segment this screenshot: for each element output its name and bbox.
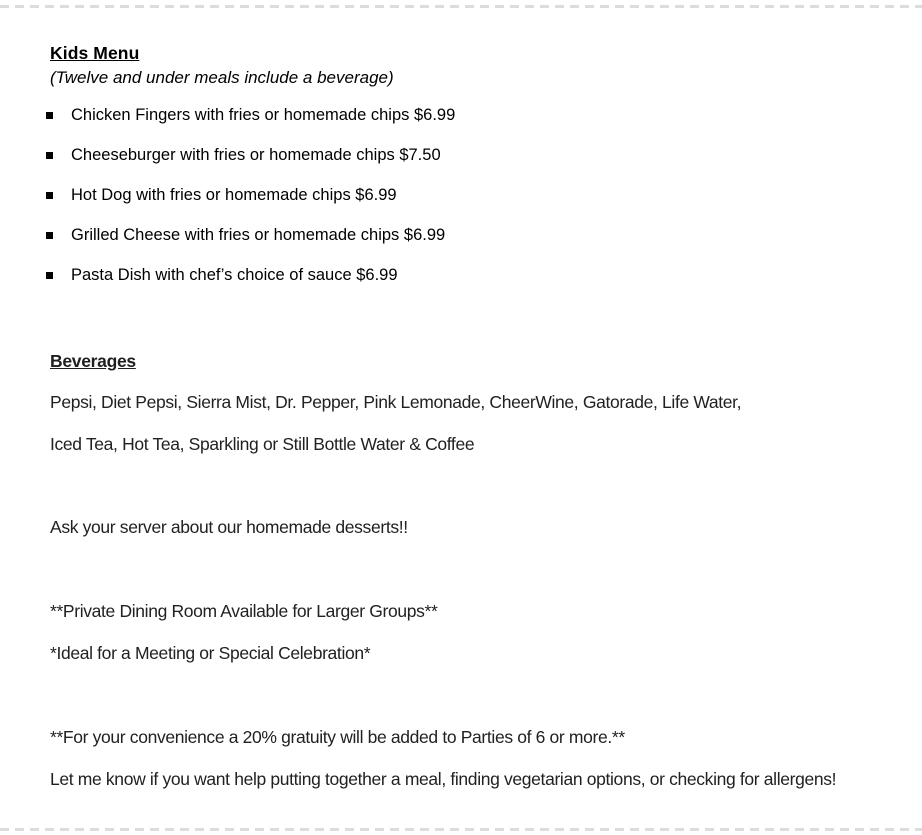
menu-item-label: Chicken Fingers with fries or homemade chips $6.99	[71, 106, 456, 124]
bullet-square-icon	[46, 152, 53, 159]
bullet-square-icon	[46, 192, 53, 199]
top-dashed-divider	[0, 5, 922, 8]
menu-item-label: Hot Dog with fries or homemade chips $6.99	[71, 186, 397, 204]
list-item	[46, 186, 397, 205]
bullet-square-icon	[46, 272, 53, 279]
menu-item-label: Pasta Dish with chef’s choice of sauce $6.99	[71, 266, 398, 284]
gratuity-note: **For your convenience a 20% gratuity will be added to Parties of 6 or more.**	[50, 727, 625, 747]
desserts-note: Ask your server about our homemade desserts!!	[50, 517, 408, 537]
assistant-offer-note: Let me know if you want help putting together a meal, finding vegetarian options, or checking for allergens!	[50, 769, 837, 789]
private-dining-note: **Private Dining Room Available for Larger Groups**	[50, 601, 438, 621]
beverages-list-line-2: Iced Tea, Hot Tea, Sparkling or Still Bottle Water & Coffee	[50, 434, 475, 454]
ideal-celebration-note: *Ideal for a Meeting or Special Celebration*	[50, 643, 371, 663]
bullet-square-icon	[46, 112, 53, 119]
kids-menu-subtitle: (Twelve and under meals include a beverage)	[50, 68, 394, 87]
beverages-list-line-1: Pepsi, Diet Pepsi, Sierra Mist, Dr. Pepper, Pink Lemonade, CheerWine, Gatorade, Life Water,	[50, 392, 742, 412]
list-item	[46, 266, 398, 285]
menu-item-label: Cheeseburger with fries or homemade chips $7.50	[71, 146, 441, 164]
list-item	[46, 106, 455, 125]
bottom-dashed-divider	[0, 828, 922, 831]
beverages-title: Beverages	[50, 351, 136, 371]
list-item	[46, 226, 445, 245]
bullet-square-icon	[46, 232, 53, 239]
kids-menu-title: Kids Menu	[50, 43, 140, 63]
list-item	[46, 146, 441, 165]
menu-item-label: Grilled Cheese with fries or homemade chips $6.99	[71, 226, 446, 244]
